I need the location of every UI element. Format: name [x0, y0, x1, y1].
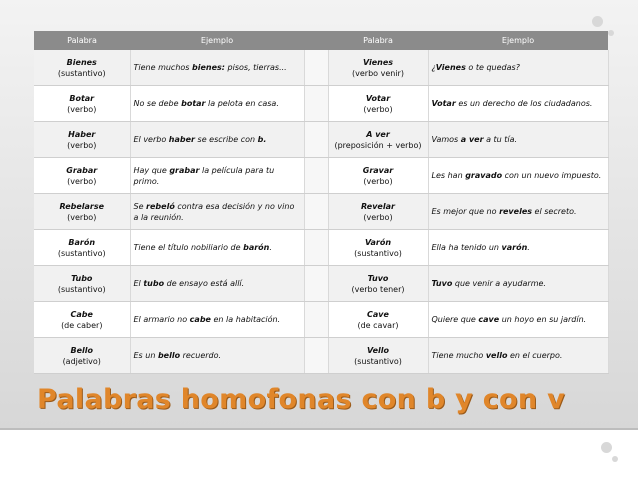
example-keyword: b. — [257, 135, 267, 144]
example-b-cell — [130, 50, 304, 86]
example-v-cell — [428, 266, 608, 302]
example-text: o te quedas? — [465, 63, 520, 72]
decor-dot — [592, 16, 603, 27]
example-keyword: gravado — [465, 171, 503, 180]
example-text: con un nuevo impuesto. — [502, 171, 602, 180]
grammar-label: (adjetivo) — [62, 356, 101, 366]
example-text: en la habitación. — [210, 315, 281, 324]
word-v-cell — [328, 194, 428, 230]
example-keyword: Vienes — [435, 63, 466, 72]
table-row — [34, 230, 608, 266]
example-v-cell — [428, 194, 608, 230]
word-b-cell — [34, 50, 130, 86]
word-label: Grabar — [66, 165, 98, 175]
example-text: a tu tía. — [483, 135, 518, 144]
example-b-cell — [130, 194, 304, 230]
example-text: Es un — [133, 351, 158, 360]
example-b-cell — [130, 86, 304, 122]
example-keyword: reveles — [499, 207, 533, 216]
example-keyword: vello — [485, 351, 508, 360]
example-text: se escribe con — [194, 135, 258, 144]
example-text: El armario no — [133, 315, 190, 324]
grammar-label: (sustantivo) — [354, 248, 402, 258]
word-label: Bienes — [66, 57, 97, 67]
table-row — [34, 86, 608, 122]
grammar-label: (verbo) — [67, 104, 97, 114]
table-row — [34, 122, 608, 158]
example-keyword: a ver — [460, 135, 484, 144]
example-text: Tiene el título nobiliario de — [133, 243, 244, 252]
example-keyword: haber — [168, 135, 195, 144]
word-b-cell — [34, 86, 130, 122]
example-text: Ella ha tenido un — [431, 243, 502, 252]
grammar-label: (verbo) — [363, 212, 393, 222]
example-text: en el cuerpo. — [507, 351, 563, 360]
column-gap — [304, 158, 328, 194]
grammar-label: (verbo venir) — [352, 68, 404, 78]
example-text: pisos, tierras... — [225, 63, 287, 72]
example-text: que venir a ayudarme. — [452, 279, 546, 288]
example-keyword: Tuvo — [431, 279, 453, 288]
word-b-cell — [34, 194, 130, 230]
example-b-cell — [130, 158, 304, 194]
grammar-label: (verbo tener) — [351, 284, 405, 294]
word-v-cell — [328, 50, 428, 86]
word-label: Cave — [367, 309, 389, 319]
grammar-label: (sustantivo) — [354, 356, 402, 366]
word-b-cell — [34, 230, 130, 266]
homophones-table — [34, 31, 608, 374]
example-text: Vamos — [431, 135, 461, 144]
header-gap — [304, 31, 328, 50]
example-keyword: barón — [243, 243, 270, 252]
word-label: Tubo — [71, 273, 93, 283]
word-b-cell — [34, 122, 130, 158]
grammar-label: (sustantivo) — [57, 284, 106, 294]
example-text: de ensayo está allí. — [164, 279, 245, 288]
example-b-cell — [130, 122, 304, 158]
word-v-cell — [328, 158, 428, 194]
grammar-label: (verbo) — [363, 176, 393, 186]
column-gap — [304, 266, 328, 302]
example-text: Tiene muchos — [133, 63, 193, 72]
example-v-cell — [428, 302, 608, 338]
example-keyword: tubo — [143, 279, 165, 288]
example-b-cell — [130, 338, 304, 374]
example-keyword: bello — [157, 351, 181, 360]
header-ejemplo-right: Ejemplo — [428, 31, 608, 50]
header-ejemplo-left: Ejemplo — [130, 31, 304, 50]
grammar-label: (sustantivo) — [57, 68, 106, 78]
word-label: Tuvo — [367, 273, 389, 283]
table-row — [34, 50, 608, 86]
example-text: Les han — [431, 171, 466, 180]
example-v-cell — [428, 86, 608, 122]
decor-dot — [601, 442, 612, 453]
grammar-label: (sustantivo) — [57, 248, 106, 258]
example-v-cell — [428, 230, 608, 266]
word-label: Revelar — [361, 201, 395, 211]
table-row — [34, 266, 608, 302]
grammar-label: (de caber) — [61, 320, 103, 330]
example-text: . — [527, 243, 530, 252]
example-b-cell — [130, 230, 304, 266]
column-gap — [304, 122, 328, 158]
word-label: Botar — [69, 93, 95, 103]
example-v-cell — [428, 338, 608, 374]
slide-title: Palabras homofonas con b y con v — [37, 384, 566, 415]
example-keyword: Votar — [431, 99, 456, 108]
example-keyword: grabar — [169, 165, 200, 175]
example-text: Hay que — [133, 165, 170, 175]
table-row — [34, 158, 608, 194]
column-gap — [304, 230, 328, 266]
example-keyword: botar — [181, 99, 206, 108]
word-label: Haber — [68, 129, 96, 139]
word-label: Barón — [68, 237, 96, 247]
word-v-cell — [328, 122, 428, 158]
word-v-cell — [328, 86, 428, 122]
word-label: Vello — [366, 345, 389, 355]
title-underline — [0, 428, 638, 430]
example-text: recuerdo. — [180, 351, 222, 360]
word-label: Gravar — [362, 165, 394, 175]
example-keyword: varón — [501, 243, 528, 252]
word-label: A ver — [366, 129, 390, 139]
example-text: un hoyo en su jardín. — [499, 315, 587, 324]
word-v-cell — [328, 230, 428, 266]
word-label: Cabe — [70, 309, 93, 319]
table-row — [34, 302, 608, 338]
example-text: contra esa decisión y no vino a la reunión. — [133, 201, 295, 222]
word-label: Votar — [365, 93, 391, 103]
example-text: Es mejor que no — [431, 207, 500, 216]
grammar-label: (verbo) — [67, 176, 97, 186]
column-gap — [304, 86, 328, 122]
example-text: la pelota en casa. — [205, 99, 279, 108]
example-keyword: cave — [478, 315, 500, 324]
decor-dot — [608, 30, 614, 36]
decor-dot — [612, 456, 618, 462]
header-palabra-right: Palabra — [328, 31, 428, 50]
grammar-label: (verbo) — [363, 104, 393, 114]
word-label: Vienes — [362, 57, 394, 67]
example-text: Se — [133, 201, 147, 211]
example-keyword: cabe — [189, 315, 211, 324]
example-text: El verbo — [133, 135, 169, 144]
column-gap — [304, 50, 328, 86]
word-b-cell — [34, 302, 130, 338]
grammar-label: (preposición + verbo) — [334, 140, 422, 150]
example-text: la película para tu primo. — [133, 165, 275, 186]
word-label: Varón — [364, 237, 392, 247]
word-b-cell — [34, 158, 130, 194]
example-v-cell — [428, 158, 608, 194]
table-row — [34, 338, 608, 374]
table-header-row — [34, 31, 608, 50]
example-text: ¿ — [431, 63, 436, 72]
table-row — [34, 194, 608, 230]
example-text: Tiene mucho — [431, 351, 486, 360]
example-b-cell — [130, 266, 304, 302]
example-text: Quiere que — [431, 315, 479, 324]
column-gap — [304, 302, 328, 338]
column-gap — [304, 194, 328, 230]
example-text: No se debe — [133, 99, 182, 108]
grammar-label: (verbo) — [67, 212, 97, 222]
example-text: El — [133, 279, 144, 288]
word-v-cell — [328, 266, 428, 302]
example-b-cell — [130, 302, 304, 338]
word-b-cell — [34, 338, 130, 374]
example-keyword: bienes: — [192, 63, 225, 72]
word-b-cell — [34, 266, 130, 302]
example-v-cell — [428, 122, 608, 158]
column-gap — [304, 338, 328, 374]
example-v-cell — [428, 50, 608, 86]
example-keyword: rebeló — [146, 201, 175, 211]
example-text: el secreto. — [532, 207, 577, 216]
example-text: es un derecho de los ciudadanos. — [455, 99, 593, 108]
header-palabra-left: Palabra — [34, 31, 130, 50]
word-v-cell — [328, 302, 428, 338]
word-v-cell — [328, 338, 428, 374]
word-label: Bello — [70, 345, 93, 355]
word-label: Rebelarse — [59, 201, 105, 211]
grammar-label: (verbo) — [67, 140, 97, 150]
grammar-label: (de cavar) — [357, 320, 399, 330]
example-text: . — [269, 243, 272, 252]
